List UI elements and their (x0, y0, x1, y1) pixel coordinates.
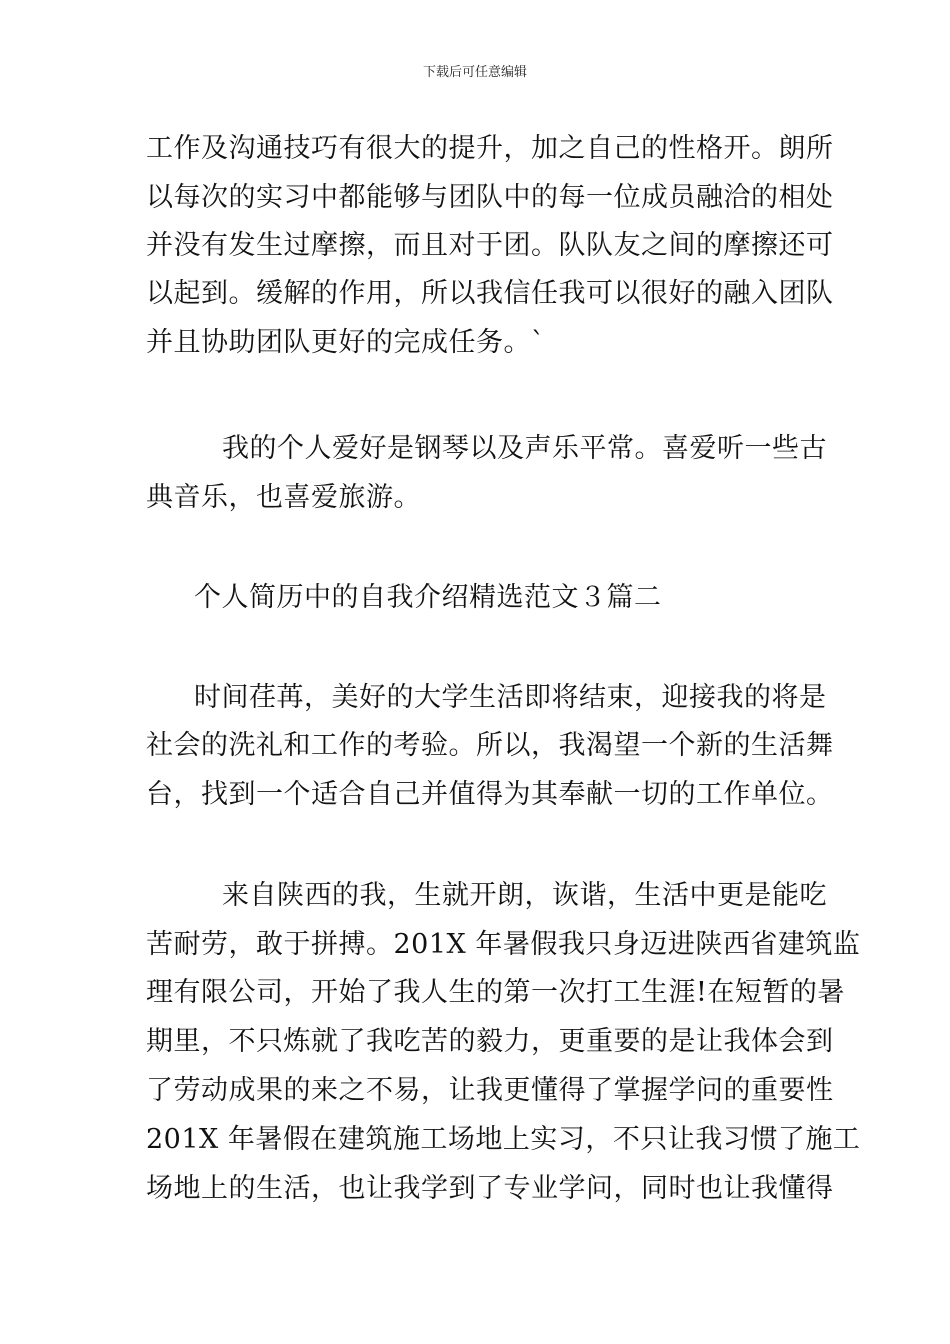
paragraph-4-line-5: 了劳动成果的来之不易，让我更懂得了掌握学问的重要性 (146, 1075, 834, 1106)
paragraph-3-line-3: 台，找到一个适合自己并值得为其奉献一切的工作单位。 (146, 779, 834, 810)
page-header: 下载后可任意编辑 (422, 65, 527, 80)
paragraph-4-line-2: 苦耐劳，敢于拼搏。201X 年暑假我只身迈进陕西省建筑监 (146, 929, 861, 960)
paragraph-4-line-6: 201X 年暑假在建筑施工场地上实习，不只让我习惯了施工 (146, 1124, 861, 1155)
paragraph-1-line-5: 并且协助团队更好的完成任务。` (146, 327, 545, 358)
paragraph-1-line-3: 并没有发生过摩擦，而且对于团。队队友之间的摩擦还可 (146, 230, 834, 261)
paragraph-4-line-4: 期里，不只炼就了我吃苦的毅力，更重要的是让我体会到 (146, 1026, 834, 1057)
paragraph-4-line-3: 理有限公司，开始了我人生的第一次打工生涯!在短暂的暑 (146, 977, 845, 1008)
paragraph-2-line-2: 典音乐，也喜爱旅游。 (146, 482, 421, 513)
paragraph-4-line-1: 来自陕西的我，生就开朗，诙谐，生活中更是能吃 (222, 880, 827, 911)
paragraph-4-line-7: 场地上的生活，也让我学到了专业学问，同时也让我懂得 (146, 1173, 834, 1204)
paragraph-3-line-1: 时间荏苒，美好的大学生活即将结束，迎接我的将是 (194, 682, 827, 713)
paragraph-1-line-4: 以起到。缓解的作用，所以我信任我可以很好的融入团队 (146, 278, 834, 309)
paragraph-1-line-1: 工作及沟通技巧有很大的提升，加之自己的性格开。朗所 (146, 133, 834, 164)
paragraph-1-line-2: 以每次的实习中都能够与团队中的每一位成员融洽的相处 (146, 182, 834, 213)
paragraph-2-line-1: 我的个人爱好是钢琴以及声乐平常。喜爱听一些古 (222, 433, 827, 464)
paragraph-3-line-2: 社会的洗礼和工作的考验。所以，我渴望一个新的生活舞 (146, 730, 834, 761)
section-heading: 个人简历中的自我介绍精选范文３篇二 (194, 582, 662, 613)
